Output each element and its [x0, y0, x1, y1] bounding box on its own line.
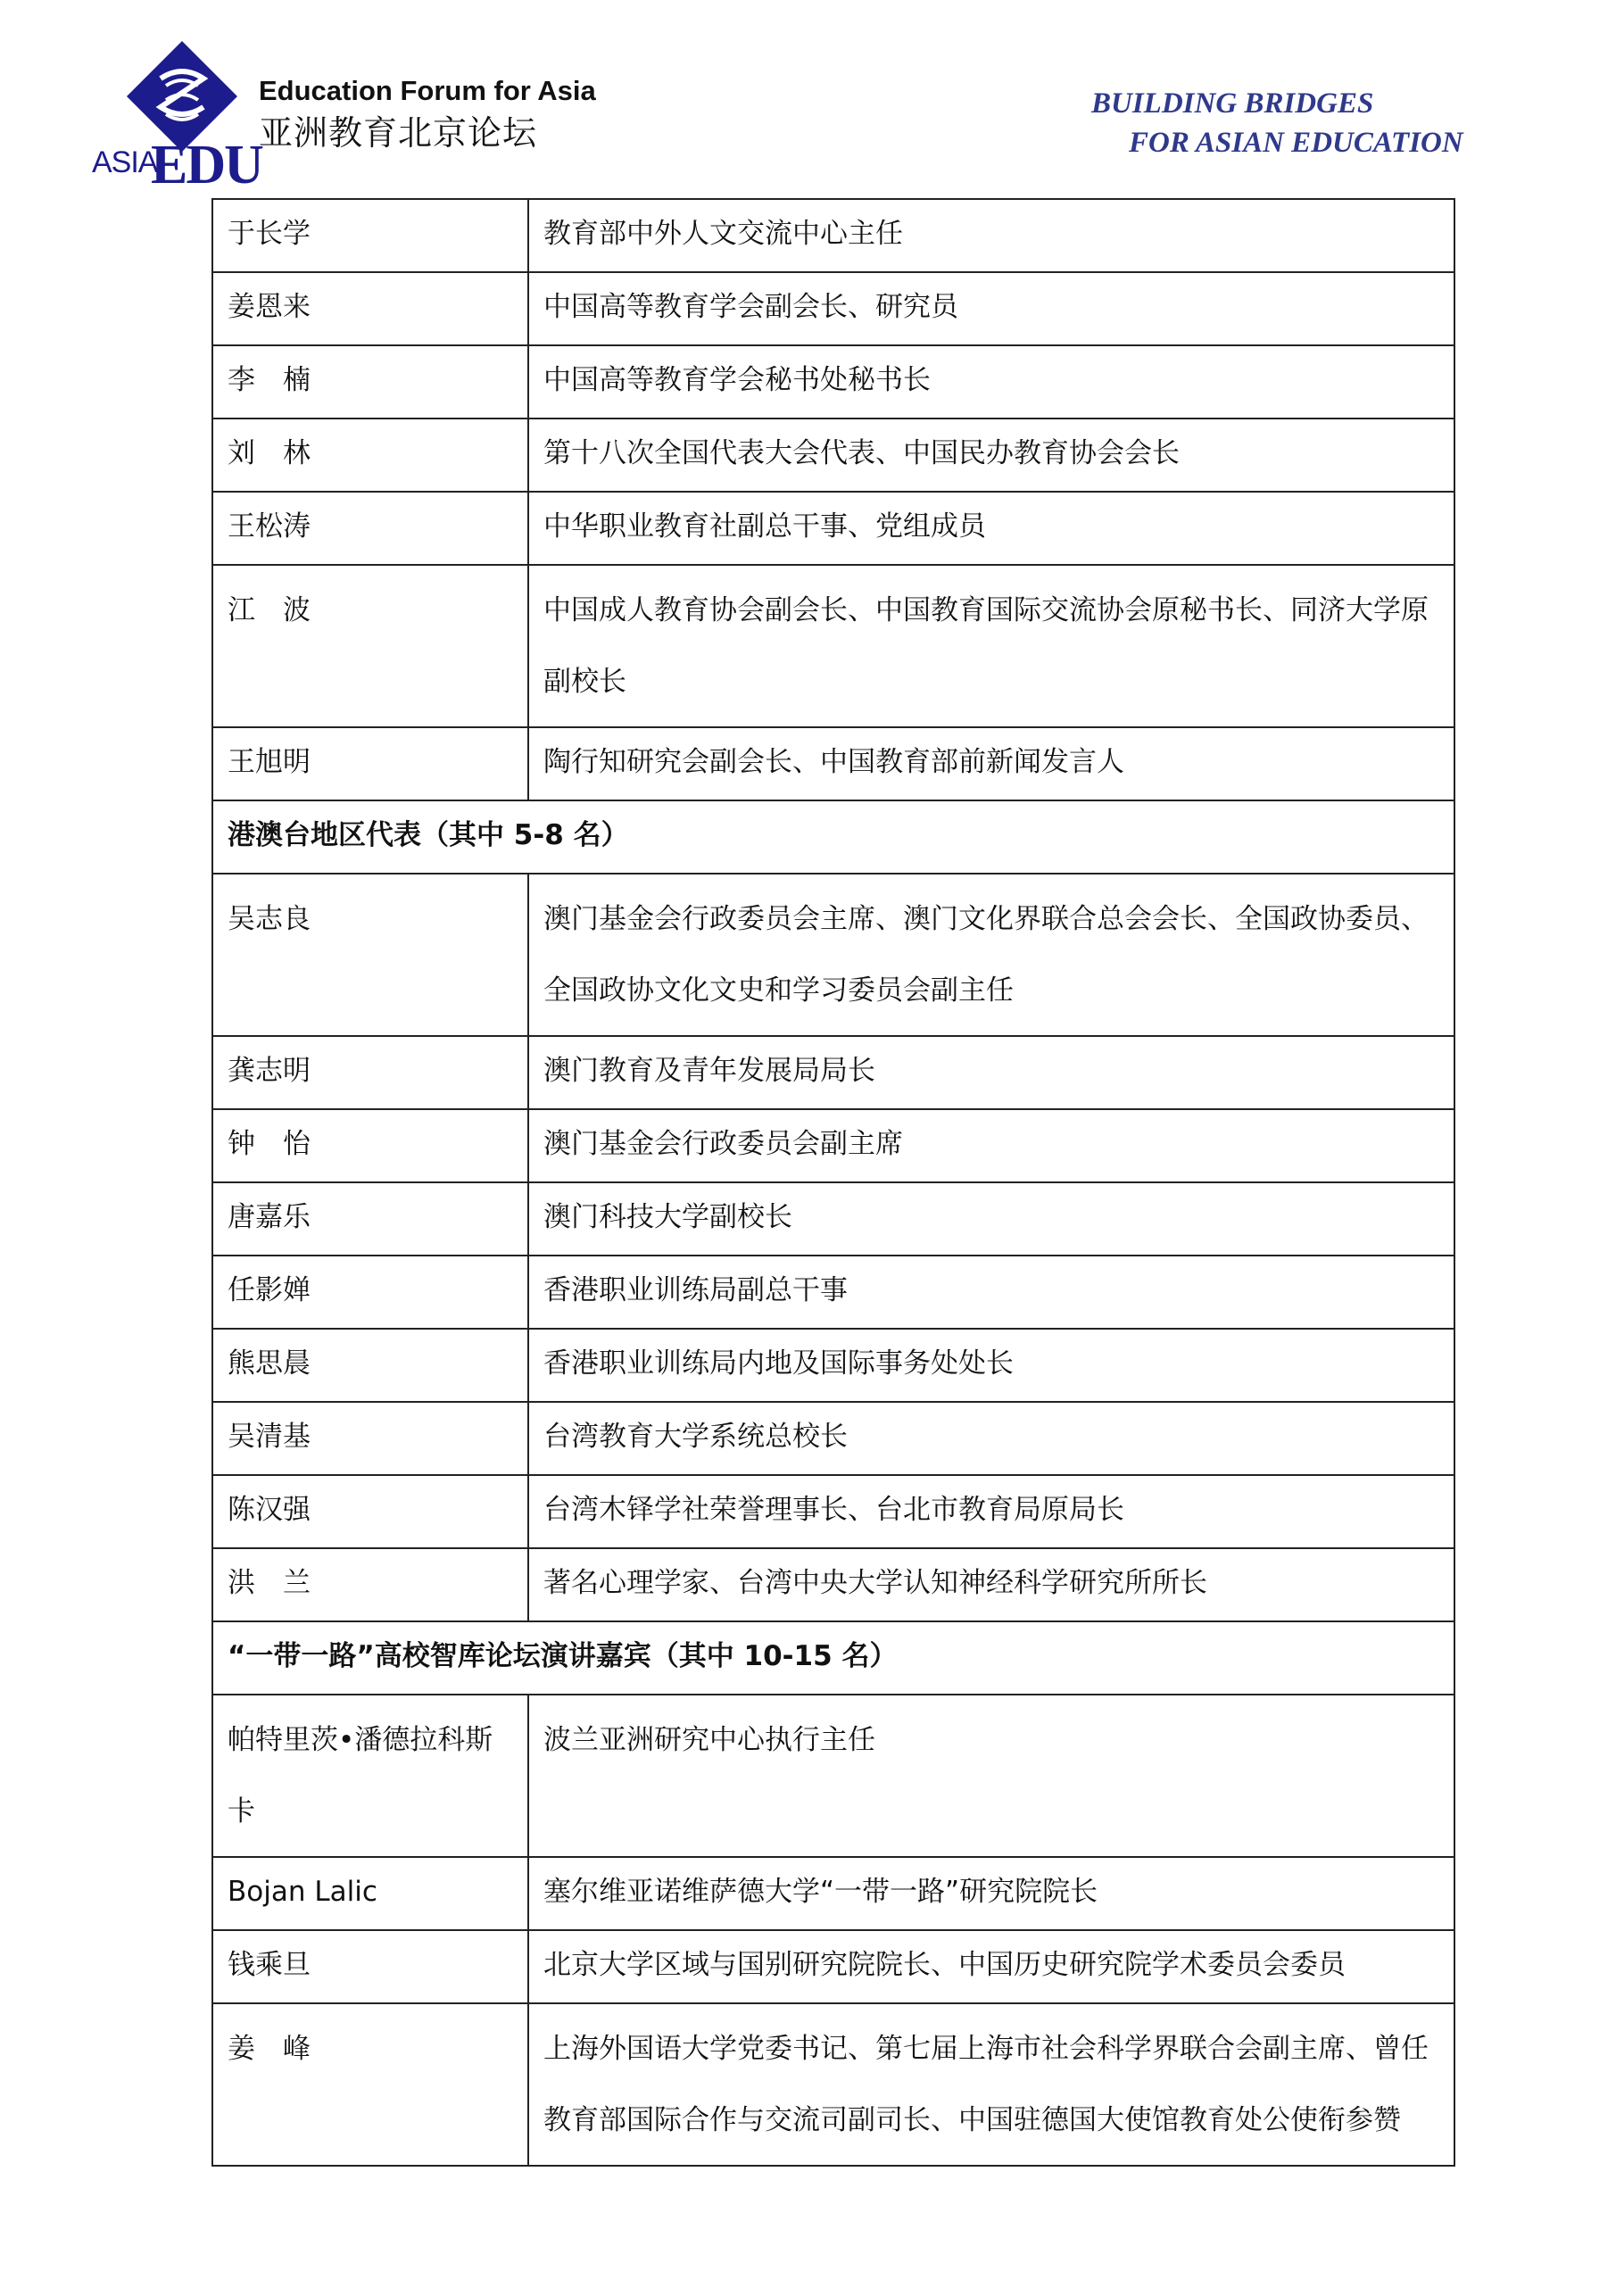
person-name: 钱乘旦 [212, 1930, 528, 2003]
section-header-label: 港澳台地区代表（其中 5-8 名） [212, 800, 1454, 874]
section-header-row [212, 800, 1454, 874]
person-title: 澳门科技大学副校长 [528, 1182, 1454, 1256]
table-row [212, 1548, 1454, 1621]
org-name-english: Education Forum for Asia [259, 75, 596, 106]
person-name: 洪 兰 [212, 1548, 528, 1621]
tagline-line-1: BUILDING BRIDGES [1091, 87, 1374, 120]
person-title: 教育部中外人文交流中心主任 [528, 199, 1454, 272]
section-header-row [212, 1621, 1454, 1695]
person-name: 吴清基 [212, 1402, 528, 1475]
person-title: 塞尔维亚诺维萨德大学“一带一路”研究院院长 [528, 1857, 1454, 1930]
table-row [212, 2003, 1454, 2166]
person-name: 江 波 [212, 565, 528, 727]
person-name: 李 楠 [212, 345, 528, 419]
person-name: Bojan Lalic [212, 1857, 528, 1930]
person-title: 上海外国语大学党委书记、第七届上海市社会科学界联合会副主席、曾任教育部国际合作与交流司副司长、中国驻德国大使馆教育处公使衔参赞 [528, 2003, 1454, 2166]
org-name-chinese: 亚洲教育北京论坛 [259, 113, 538, 153]
table-row [212, 1182, 1454, 1256]
person-title: 澳门基金会行政委员会副主席 [528, 1109, 1454, 1182]
logo-text-edu: EDU [151, 135, 262, 195]
table-row [212, 1402, 1454, 1475]
person-title: 澳门教育及青年发展局局长 [528, 1036, 1454, 1109]
person-title: 中国成人教育协会副会长、中国教育国际交流协会原秘书长、同济大学原副校长 [528, 565, 1454, 727]
person-name: 龚志明 [212, 1036, 528, 1109]
person-title: 北京大学区域与国别研究院院长、中国历史研究院学术委员会委员 [528, 1930, 1454, 2003]
person-name: 熊思晨 [212, 1329, 528, 1402]
person-title: 香港职业训练局副总干事 [528, 1256, 1454, 1329]
table-row [212, 1036, 1454, 1109]
logo-text-asia: ASIA [92, 145, 158, 179]
table-row [212, 419, 1454, 492]
person-title: 中华职业教育社副总干事、党组成员 [528, 492, 1454, 565]
table-row [212, 1930, 1454, 2003]
table-row [212, 199, 1454, 272]
person-title: 台湾木铎学社荣誉理事长、台北市教育局原局长 [528, 1475, 1454, 1548]
person-title: 澳门基金会行政委员会主席、澳门文化界联合总会会长、全国政协委员、全国政协文化文史和学习委员会副主任 [528, 874, 1454, 1036]
person-name: 王松涛 [212, 492, 528, 565]
table-row [212, 565, 1454, 727]
person-title: 波兰亚洲研究中心执行主任 [528, 1695, 1454, 1857]
page-header [0, 0, 1624, 196]
person-name: 于长学 [212, 199, 528, 272]
person-title: 台湾教育大学系统总校长 [528, 1402, 1454, 1475]
person-title: 著名心理学家、台湾中央大学认知神经科学研究所所长 [528, 1548, 1454, 1621]
table-row [212, 492, 1454, 565]
person-name: 王旭明 [212, 727, 528, 800]
person-name: 姜恩来 [212, 272, 528, 345]
table-row [212, 1857, 1454, 1930]
table-row [212, 272, 1454, 345]
section-header-label: “一带一路”高校智库论坛演讲嘉宾（其中 10-15 名） [212, 1621, 1454, 1695]
person-name: 姜 峰 [212, 2003, 528, 2166]
person-name: 帕特里茨•潘德拉科斯卡 [212, 1695, 528, 1857]
person-title: 第十八次全国代表大会代表、中国民办教育协会会长 [528, 419, 1454, 492]
tagline-line-2: FOR ASIAN EDUCATION [1129, 127, 1463, 159]
table-row [212, 1256, 1454, 1329]
person-name: 唐嘉乐 [212, 1182, 528, 1256]
table-row [212, 1329, 1454, 1402]
person-name: 任影婵 [212, 1256, 528, 1329]
guest-list-table [211, 198, 1455, 2167]
person-title: 陶行知研究会副会长、中国教育部前新闻发言人 [528, 727, 1454, 800]
person-name: 陈汉强 [212, 1475, 528, 1548]
table-row [212, 1475, 1454, 1548]
table-row [212, 1109, 1454, 1182]
person-title: 中国高等教育学会秘书处秘书长 [528, 345, 1454, 419]
table-row [212, 1695, 1454, 1857]
person-name: 钟 怡 [212, 1109, 528, 1182]
person-title: 中国高等教育学会副会长、研究员 [528, 272, 1454, 345]
person-name: 刘 林 [212, 419, 528, 492]
table-row [212, 727, 1454, 800]
person-title: 香港职业训练局内地及国际事务处处长 [528, 1329, 1454, 1402]
table-row [212, 345, 1454, 419]
person-name: 吴志良 [212, 874, 528, 1036]
table-row [212, 874, 1454, 1036]
